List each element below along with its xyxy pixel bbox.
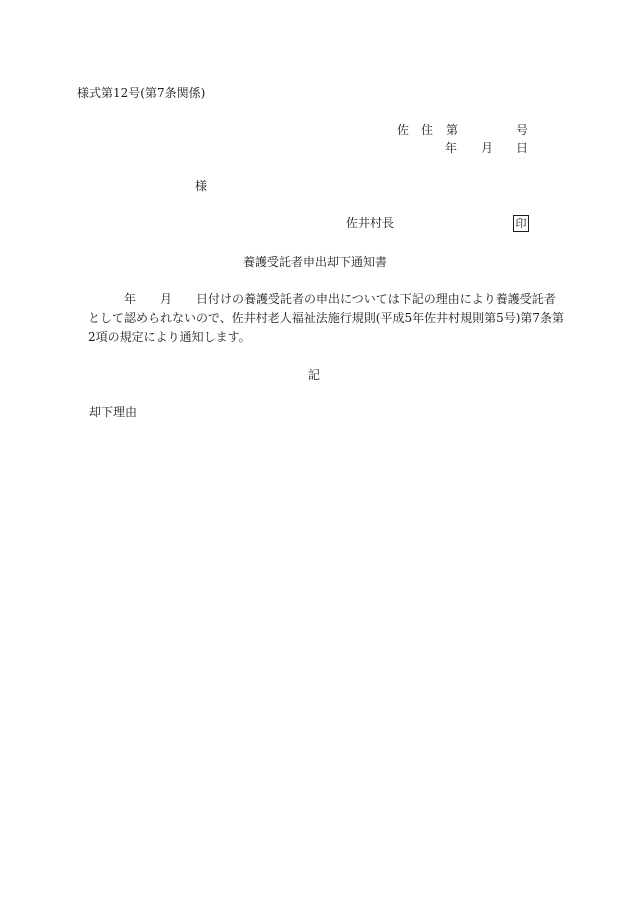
seal-stamp: 印 — [513, 215, 529, 232]
reference-prefix-sa: 佐 — [397, 123, 410, 137]
body-year-label: 年 — [124, 292, 137, 306]
addressee-honorific: 様 — [195, 179, 208, 193]
body-line-2: として認められないので、佐井村老人福祉法施行規則(平成5年佐井村規則第5号)第7条第 — [88, 311, 565, 325]
reference-dai: 第 — [446, 123, 459, 137]
document-title: 養護受託者申出却下通知書 — [243, 255, 388, 269]
reference-prefix-ju: 住 — [421, 123, 434, 137]
date-year-label: 年 — [445, 141, 458, 155]
rejection-reason-label: 却下理由 — [89, 405, 138, 419]
ki-heading: 記 — [308, 368, 321, 382]
form-number: 様式第12号(第7条関係) — [77, 86, 206, 100]
reference-go: 号 — [516, 123, 529, 137]
body-month-label: 月 — [160, 292, 173, 306]
date-month-label: 月 — [481, 141, 494, 155]
date-day-label: 日 — [516, 141, 529, 155]
body-line-1: 日付けの養護受託者の申出については下記の理由により養護受託者 — [196, 292, 556, 306]
body-line-3: 2項の規定により通知します。 — [88, 330, 251, 344]
issuer-name: 佐井村長 — [346, 216, 395, 230]
